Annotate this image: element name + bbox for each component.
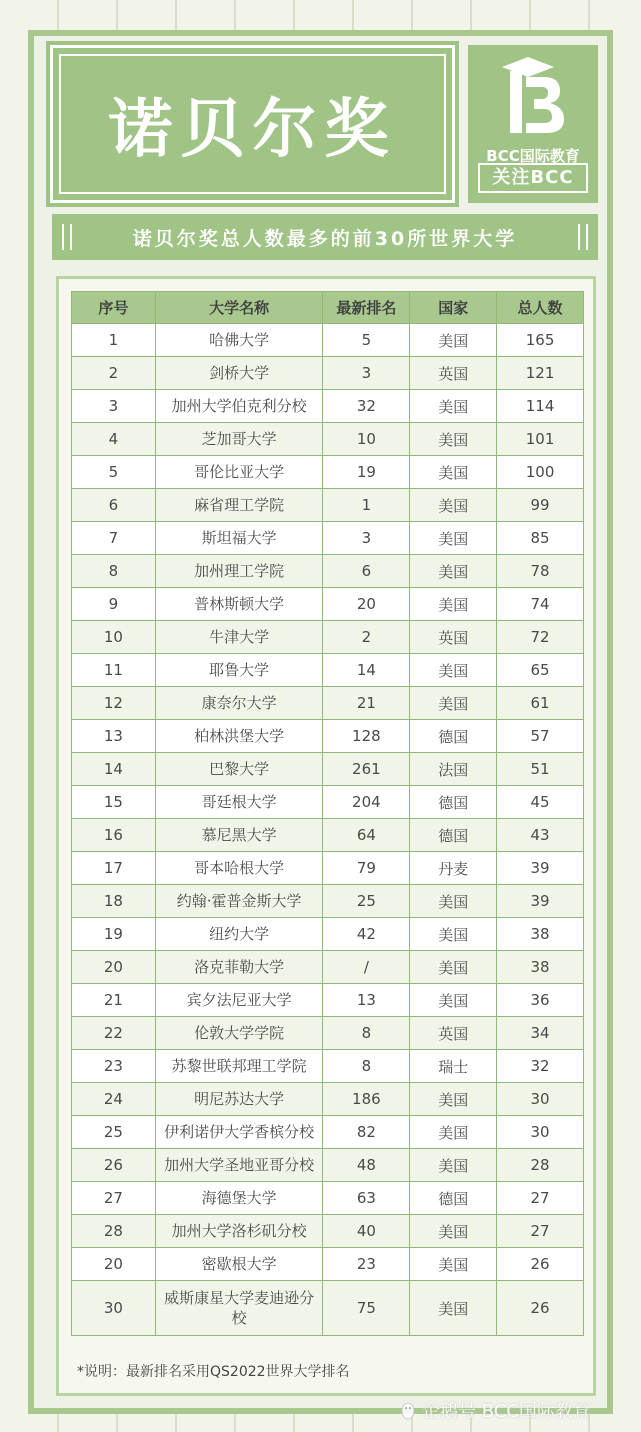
cell-country: 美国: [410, 918, 497, 951]
title-inner-border: [59, 54, 446, 194]
cell-rank: 64: [323, 819, 410, 852]
cell-total: 39: [497, 852, 584, 885]
cell-rank: 21: [323, 687, 410, 720]
cell-university-name: 威斯康星大学麦迪逊分校: [155, 1281, 323, 1336]
cell-rank: 48: [323, 1149, 410, 1182]
cell-number: 9: [72, 588, 156, 621]
cell-university-name: 慕尼黑大学: [155, 819, 323, 852]
cell-total: 36: [497, 984, 584, 1017]
subtitle-bar: [52, 214, 598, 260]
cell-total: 28: [497, 1149, 584, 1182]
table-row: [72, 1182, 584, 1215]
cell-university-name: 斯坦福大学: [155, 522, 323, 555]
table-row: [72, 456, 584, 489]
cell-number: 15: [72, 786, 156, 819]
brand-logo-panel: [468, 45, 598, 203]
cell-total: 99: [497, 489, 584, 522]
cell-rank: 3: [323, 522, 410, 555]
table-row: [72, 918, 584, 951]
university-table: [71, 291, 584, 1336]
subtitle: 诺贝尔奖总人数最多的前30所世界大学: [132, 227, 518, 250]
table-row: [72, 819, 584, 852]
cell-university-name: 哈佛大学: [155, 324, 323, 357]
cell-country: 美国: [410, 1083, 497, 1116]
cell-university-name: 明尼苏达大学: [155, 1083, 323, 1116]
cell-university-name: 牛津大学: [155, 621, 323, 654]
cell-number: 28: [72, 1215, 156, 1248]
cell-university-name: 伦敦大学学院: [155, 1017, 323, 1050]
penguin-icon: [398, 1400, 418, 1420]
cell-university-name: 耶鲁大学: [155, 654, 323, 687]
cell-country: 美国: [410, 687, 497, 720]
cell-number: 2: [72, 357, 156, 390]
cell-country: 美国: [410, 984, 497, 1017]
cell-university-name: 洛克菲勒大学: [155, 951, 323, 984]
cell-country: 英国: [410, 1017, 497, 1050]
cell-university-name: 苏黎世联邦理工学院: [155, 1050, 323, 1083]
cell-university-name: 加州大学洛杉矶分校: [155, 1215, 323, 1248]
cell-country: 德国: [410, 720, 497, 753]
column-header: 序号: [72, 292, 156, 324]
table-row: [72, 1116, 584, 1149]
cell-total: 34: [497, 1017, 584, 1050]
cell-number: 20: [72, 951, 156, 984]
table-row: [72, 555, 584, 588]
cell-number: 14: [72, 753, 156, 786]
table-row: [72, 885, 584, 918]
table-row: [72, 357, 584, 390]
cell-country: 德国: [410, 1182, 497, 1215]
cell-rank: 25: [323, 885, 410, 918]
table-row: [72, 951, 584, 984]
cell-country: 美国: [410, 489, 497, 522]
cell-rank: 2: [323, 621, 410, 654]
cell-country: 美国: [410, 423, 497, 456]
cell-country: 英国: [410, 621, 497, 654]
table-row: [72, 687, 584, 720]
cell-university-name: 伊利诺伊大学香槟分校: [155, 1116, 323, 1149]
cell-rank: 63: [323, 1182, 410, 1215]
cell-rank: 42: [323, 918, 410, 951]
cell-rank: 19: [323, 456, 410, 489]
table-row: [72, 1083, 584, 1116]
cell-university-name: 约翰·霍普金斯大学: [155, 885, 323, 918]
bcc-logo-icon: [498, 53, 568, 141]
cell-total: 114: [497, 390, 584, 423]
cell-number: 4: [72, 423, 156, 456]
cell-number: 11: [72, 654, 156, 687]
watermark-text: 企鹅号 BCC国际教育: [422, 1401, 591, 1422]
cell-country: 德国: [410, 819, 497, 852]
cell-rank: 128: [323, 720, 410, 753]
cell-rank: 13: [323, 984, 410, 1017]
cell-total: 101: [497, 423, 584, 456]
cell-total: 85: [497, 522, 584, 555]
cell-total: 61: [497, 687, 584, 720]
cell-rank: 3: [323, 357, 410, 390]
cell-number: 20: [72, 1248, 156, 1281]
cell-total: 121: [497, 357, 584, 390]
cell-university-name: 芝加哥大学: [155, 423, 323, 456]
cell-total: 30: [497, 1116, 584, 1149]
table-row: [72, 522, 584, 555]
cell-country: 美国: [410, 456, 497, 489]
cell-number: 8: [72, 555, 156, 588]
cell-university-name: 巴黎大学: [155, 753, 323, 786]
cell-country: 美国: [410, 555, 497, 588]
cell-university-name: 加州大学圣地亚哥分校: [155, 1149, 323, 1182]
cell-country: 美国: [410, 390, 497, 423]
cell-number: 19: [72, 918, 156, 951]
cell-rank: /: [323, 951, 410, 984]
cell-university-name: 加州理工学院: [155, 555, 323, 588]
cell-number: 10: [72, 621, 156, 654]
cell-number: 22: [72, 1017, 156, 1050]
cell-total: 72: [497, 621, 584, 654]
cell-number: 7: [72, 522, 156, 555]
cell-university-name: 麻省理工学院: [155, 489, 323, 522]
cell-total: 51: [497, 753, 584, 786]
cell-country: 瑞士: [410, 1050, 497, 1083]
table-row: [72, 984, 584, 1017]
cell-number: 13: [72, 720, 156, 753]
footnote: *说明：最新排名采用QS2022世界大学排名: [77, 1364, 350, 1380]
cell-total: 32: [497, 1050, 584, 1083]
cell-rank: 32: [323, 390, 410, 423]
right-bars-decoration: [578, 224, 588, 250]
cell-university-name: 加州大学伯克利分校: [155, 390, 323, 423]
cell-rank: 5: [323, 324, 410, 357]
cell-university-name: 哥廷根大学: [155, 786, 323, 819]
cell-number: 26: [72, 1149, 156, 1182]
cell-university-name: 哥本哈根大学: [155, 852, 323, 885]
brand-name: BCC国际教育: [486, 147, 580, 165]
table-row: [72, 324, 584, 357]
cell-total: 27: [497, 1215, 584, 1248]
cell-number: 21: [72, 984, 156, 1017]
cell-university-name: 康奈尔大学: [155, 687, 323, 720]
cell-country: 丹麦: [410, 852, 497, 885]
cell-number: 6: [72, 489, 156, 522]
cell-country: 美国: [410, 324, 497, 357]
cell-number: 24: [72, 1083, 156, 1116]
cell-total: 65: [497, 654, 584, 687]
cell-total: 78: [497, 555, 584, 588]
cell-number: 18: [72, 885, 156, 918]
cell-university-name: 普林斯顿大学: [155, 588, 323, 621]
table-row: [72, 588, 584, 621]
cell-total: 27: [497, 1182, 584, 1215]
cell-rank: 75: [323, 1281, 410, 1336]
cell-rank: 79: [323, 852, 410, 885]
table-row: [72, 654, 584, 687]
cell-number: 5: [72, 456, 156, 489]
table-row: [72, 1149, 584, 1182]
cell-number: 23: [72, 1050, 156, 1083]
cell-university-name: 海德堡大学: [155, 1182, 323, 1215]
cell-country: 美国: [410, 1116, 497, 1149]
column-header: 大学名称: [155, 292, 323, 324]
cell-number: 25: [72, 1116, 156, 1149]
cell-total: 45: [497, 786, 584, 819]
cell-rank: 82: [323, 1116, 410, 1149]
cell-rank: 20: [323, 588, 410, 621]
cell-total: 26: [497, 1248, 584, 1281]
table-row: [72, 1281, 584, 1336]
table-row: [72, 621, 584, 654]
cell-country: 美国: [410, 588, 497, 621]
cell-rank: 1: [323, 489, 410, 522]
table-row: [72, 852, 584, 885]
cell-rank: 14: [323, 654, 410, 687]
table-row: [72, 720, 584, 753]
table-row: [72, 390, 584, 423]
cell-total: 43: [497, 819, 584, 852]
column-header: 总人数: [497, 292, 584, 324]
column-header: 最新排名: [323, 292, 410, 324]
table-row: [72, 1215, 584, 1248]
left-bars-decoration: [62, 224, 72, 250]
cell-country: 美国: [410, 1248, 497, 1281]
cell-country: 美国: [410, 654, 497, 687]
table-row: [72, 1248, 584, 1281]
cell-country: 美国: [410, 951, 497, 984]
cell-rank: 186: [323, 1083, 410, 1116]
table-row: [72, 1017, 584, 1050]
cell-country: 英国: [410, 357, 497, 390]
watermark: [398, 1397, 591, 1423]
cell-number: 12: [72, 687, 156, 720]
title-banner: [50, 45, 455, 203]
cell-university-name: 纽约大学: [155, 918, 323, 951]
table-row: [72, 786, 584, 819]
table-row: [72, 753, 584, 786]
cell-country: 美国: [410, 1215, 497, 1248]
cell-rank: 6: [323, 555, 410, 588]
cell-total: 165: [497, 324, 584, 357]
cell-number: 17: [72, 852, 156, 885]
cell-rank: 261: [323, 753, 410, 786]
cell-country: 德国: [410, 786, 497, 819]
cell-total: 38: [497, 951, 584, 984]
cell-university-name: 哥伦比亚大学: [155, 456, 323, 489]
cell-rank: 23: [323, 1248, 410, 1281]
table-header-row: [72, 292, 584, 324]
follow-button[interactable]: 关注BCC: [478, 163, 588, 193]
cell-country: 美国: [410, 1149, 497, 1182]
cell-rank: 40: [323, 1215, 410, 1248]
cell-university-name: 柏林洪堡大学: [155, 720, 323, 753]
cell-number: 3: [72, 390, 156, 423]
cell-university-name: 密歇根大学: [155, 1248, 323, 1281]
cell-rank: 10: [323, 423, 410, 456]
cell-rank: 8: [323, 1017, 410, 1050]
table-row: [72, 1050, 584, 1083]
cell-number: 16: [72, 819, 156, 852]
table-row: [72, 489, 584, 522]
table-row: [72, 423, 584, 456]
cell-total: 57: [497, 720, 584, 753]
cell-total: 38: [497, 918, 584, 951]
table-body: [72, 324, 584, 1336]
cell-number: 27: [72, 1182, 156, 1215]
cell-university-name: 剑桥大学: [155, 357, 323, 390]
cell-country: 法国: [410, 753, 497, 786]
table-panel: [56, 276, 596, 1396]
cell-country: 美国: [410, 1281, 497, 1336]
cell-country: 美国: [410, 522, 497, 555]
cell-rank: 8: [323, 1050, 410, 1083]
cell-number: 30: [72, 1281, 156, 1336]
page-title: 诺贝尔奖: [108, 93, 397, 167]
cell-total: 39: [497, 885, 584, 918]
cell-total: 74: [497, 588, 584, 621]
cell-country: 美国: [410, 885, 497, 918]
column-header: 国家: [410, 292, 497, 324]
cell-total: 26: [497, 1281, 584, 1336]
cell-university-name: 宾夕法尼亚大学: [155, 984, 323, 1017]
cell-total: 100: [497, 456, 584, 489]
cell-number: 1: [72, 324, 156, 357]
cell-total: 30: [497, 1083, 584, 1116]
cell-rank: 204: [323, 786, 410, 819]
